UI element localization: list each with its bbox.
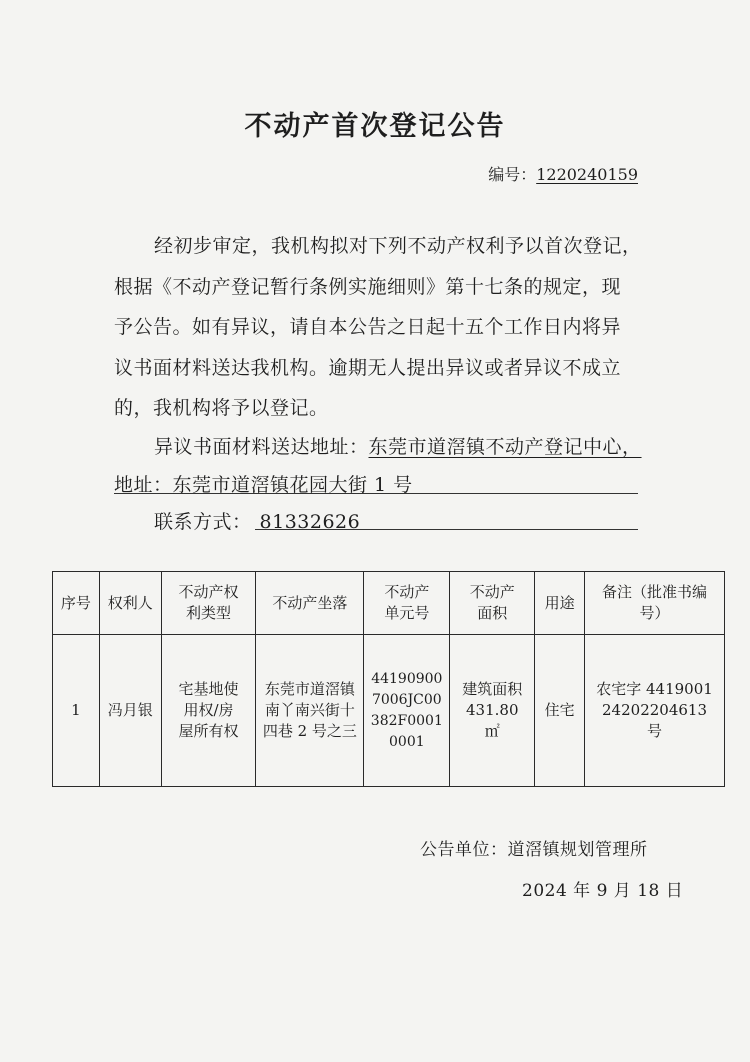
header-cell: 用途	[535, 572, 585, 635]
cell-area: 建筑面积 431.80 ㎡	[450, 635, 535, 787]
serial-value: 1220240159	[536, 165, 638, 184]
body-line: 的，我机构将予以登记。	[114, 397, 329, 419]
address-value: 东莞市道滘镇花园大街 1 号	[172, 474, 413, 496]
cell-use: 住宅	[535, 635, 585, 787]
table-row	[53, 635, 725, 787]
header-cell: 不动产权利类型	[161, 572, 256, 635]
registration-table	[52, 571, 725, 787]
serial-label: 编号：	[488, 165, 537, 184]
objection-label: 异议书面材料送达地址：	[154, 436, 369, 458]
body-line: 经初步审定，我机构拟对下列不动产权利予以首次登记，	[154, 235, 642, 257]
header-cell: 权利人	[99, 572, 161, 635]
header-cell: 序号	[53, 572, 100, 635]
issuer-label: 公告单位：	[420, 840, 508, 860]
header-cell: 不动产坐落	[256, 572, 364, 635]
header-cell: 备注（批准书编号）	[585, 572, 725, 635]
contact-value: 81332626	[259, 511, 361, 533]
body-line: 予公告。如有异议，请自本公告之日起十五个工作日内将异	[114, 316, 622, 338]
cell-remark: 农宅字 441900124202204613 号	[585, 635, 725, 787]
notice-body	[114, 226, 644, 429]
body-line: 议书面材料送达我机构。逾期无人提出异议或者异议不成立	[114, 356, 622, 379]
page-title: 不动产首次登记公告	[244, 111, 506, 142]
address-underline	[114, 493, 638, 494]
address-label: 地址：	[114, 474, 173, 496]
issuer-line	[420, 835, 648, 860]
table-header-row	[53, 572, 725, 635]
objection-recipient: 东莞市道滘镇不动产登记中心，	[368, 436, 642, 458]
header-cell: 不动产面积	[450, 572, 535, 635]
cell-location: 东莞市道滘镇南丫南兴街十四巷 2 号之三	[256, 635, 364, 787]
contact-underline	[255, 529, 638, 530]
serial-number	[488, 162, 638, 185]
body-line: 根据《不动产登记暂行条例实施细则》第十七条的规定，现	[114, 275, 622, 298]
issue-date: 2024 年 9 月 18 日	[522, 881, 684, 901]
issuer-name: 道滘镇规划管理所	[507, 840, 648, 860]
contact-label: 联系方式：	[154, 511, 252, 533]
header-cell: 不动产单元号	[364, 572, 450, 635]
cell-holder: 冯月银	[99, 635, 161, 787]
cell-no: 1	[53, 635, 100, 787]
objection-address-line	[154, 432, 642, 459]
cell-right-type: 宅基地使用权/房屋所有权	[161, 635, 256, 787]
cell-unit-no: 441909007006JC00382F00010001	[364, 635, 450, 787]
